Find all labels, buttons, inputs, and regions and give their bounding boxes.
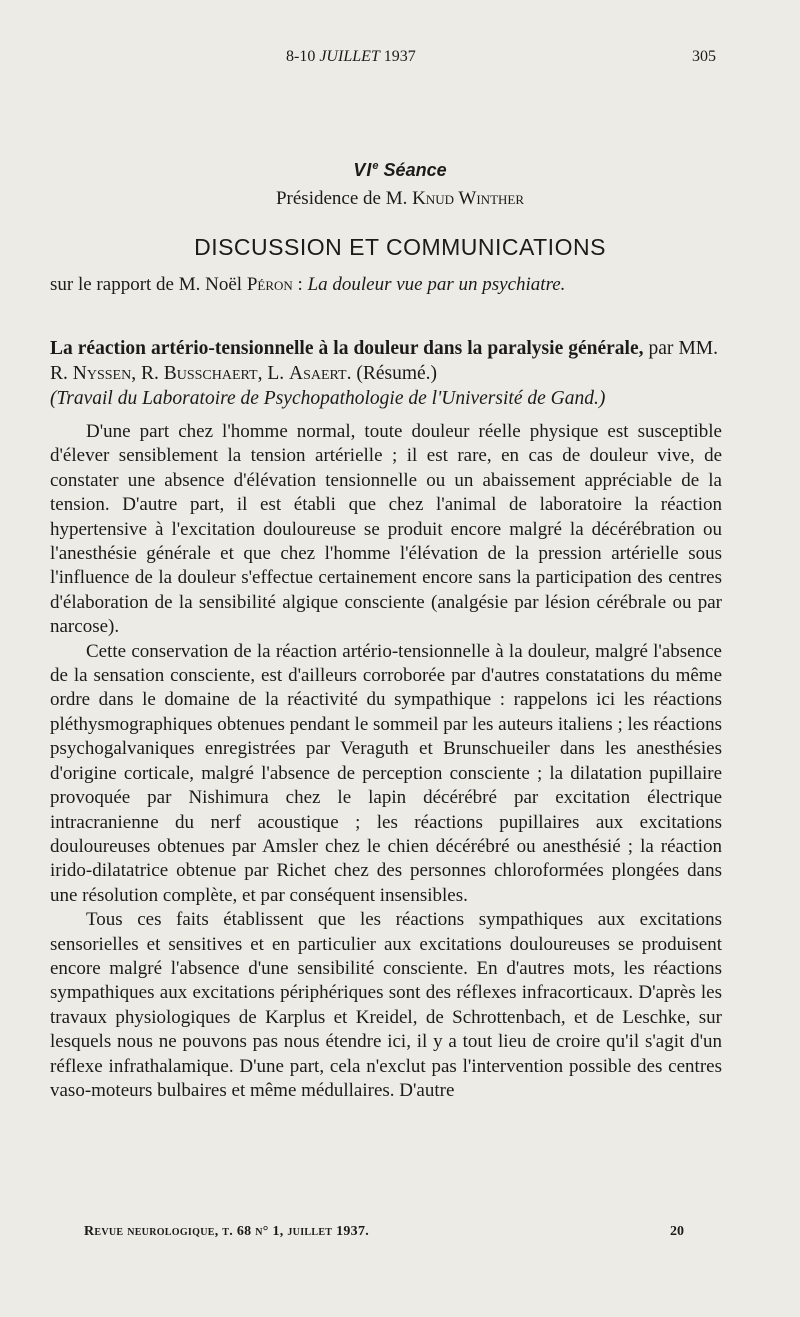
page-footer bbox=[84, 1224, 684, 1244]
running-head-month: JUILLET bbox=[319, 48, 380, 65]
article-affiliation: (Travail du Laboratoire de Psychopathologie de l'Université de Gand.) bbox=[50, 388, 606, 409]
report-separator: : bbox=[292, 274, 308, 295]
president-name: Knud Winther bbox=[412, 188, 525, 209]
article-authors-prefix: par MM. R. bbox=[50, 338, 719, 384]
presidence-line bbox=[0, 188, 800, 210]
paragraph: Cette conservation de la réaction artério-tensionnelle à la douleur, malgré l'absence de la sensation consciente, est d'ailleurs corroborée par d'autres constatations du même ordre dans le domaine de la réactivité du sympathique : rappelons ici les réactions pléthysmographiques obtenues pendant le sommeil par les auteurs italiens ; les réactions psychogalvaniques enregistrées par Veraguth et Brunschueiler dans les anesthésies d'origine corticale, malgré l'absence de perception consciente ; la dilatation pupillaire provoquée par Nishimura chez le lapin décérébré par excitation électrique intracranienne du nerf acoustique ; les réactions pupillaires aux excitations douloureuses obtenues par Amsler chez le chien décérébré ou anesthésié ; la réaction irido-dilatatrice obtenue par Richet chez des personnes chloroformées plongées dans une résolution complète, et par conséquent insensibles. bbox=[50, 640, 722, 906]
report-author: Péron bbox=[246, 274, 293, 295]
article-author-3-prefix: , L. bbox=[257, 363, 285, 384]
article-author-1: Nyssen bbox=[72, 363, 132, 384]
article-note: . (Résumé.) bbox=[346, 363, 438, 384]
article-title: La réaction artério-tensionnelle à la douleur dans la paralysie générale, bbox=[50, 338, 644, 359]
article-author-3: Asaert bbox=[289, 363, 347, 384]
article-heading bbox=[50, 336, 718, 411]
presidence-prefix: Présidence de M. bbox=[275, 188, 408, 209]
article-body bbox=[50, 420, 722, 1103]
discussion-heading: DISCUSSION ET COMMUNICATIONS bbox=[194, 234, 606, 260]
session-superscript: e bbox=[372, 160, 379, 172]
running-head-day: 8-10 bbox=[286, 48, 316, 65]
page-number: 305 bbox=[692, 48, 716, 65]
running-head-date bbox=[286, 48, 416, 66]
session-number: VI bbox=[353, 160, 373, 180]
article-author-2: Busschaert bbox=[163, 363, 258, 384]
paragraph: Tous ces faits établissent que les réactions sympathiques aux excitations sensorielles et sensitives et en particulier aux excitations douloureuses se produisent encore malgré l'absence d'une sensibilité consciente. En d'autres mots, les réactions sympathiques aux excitations périphériques sont des réflexes infracorticaux. D'après les travaux physiologiques de Karplus et Kreidel, de Schrottenbach, et de Leschke, sur lesquels nous ne pouvons pas nous étendre ici, il y a tout lieu de croire qu'il s'agit d'un réflexe infrathalamique. D'une part, cela n'exclut pas l'intervention possible des centres vaso-moteurs bulbaires et même médullaires. D'autre bbox=[50, 909, 722, 1101]
footer-journal: Revue neurologique, t. 68 n° 1, juillet 1937. bbox=[84, 1224, 370, 1239]
running-head bbox=[56, 48, 716, 70]
running-head-year: 1937 bbox=[383, 48, 416, 65]
report-title: La douleur vue par un psychiatre. bbox=[307, 274, 566, 295]
report-reference bbox=[50, 274, 730, 296]
report-prefix: sur le rapport de M. Noël bbox=[50, 274, 243, 295]
article-author-2-prefix: , R. bbox=[131, 363, 159, 384]
footer-signature: 20 bbox=[670, 1224, 684, 1239]
session-label: Séance bbox=[383, 160, 447, 180]
session-title bbox=[0, 160, 800, 181]
paragraph: D'une part chez l'homme normal, toute douleur réelle physique est susceptible d'élever sensiblement la tension artérielle ; il est rare, en cas de douleur vive, de constater une absence d'élévation tensionnelle ou un abaissement appréciable de la tension. D'autre part, il est établi que chez l'animal de laboratoire la réaction hypertensive à l'excitation douloureuse se produit encore malgré la décérébration ou l'anesthésie générale et que chez l'homme l'élévation de la pression artérielle sous l'influence de la douleur s'effectue certainement encore sans la participation des centres d'élaboration de la sensibilité algique consciente (analgésie par lésion cérébrale ou par narcose). bbox=[50, 421, 722, 638]
